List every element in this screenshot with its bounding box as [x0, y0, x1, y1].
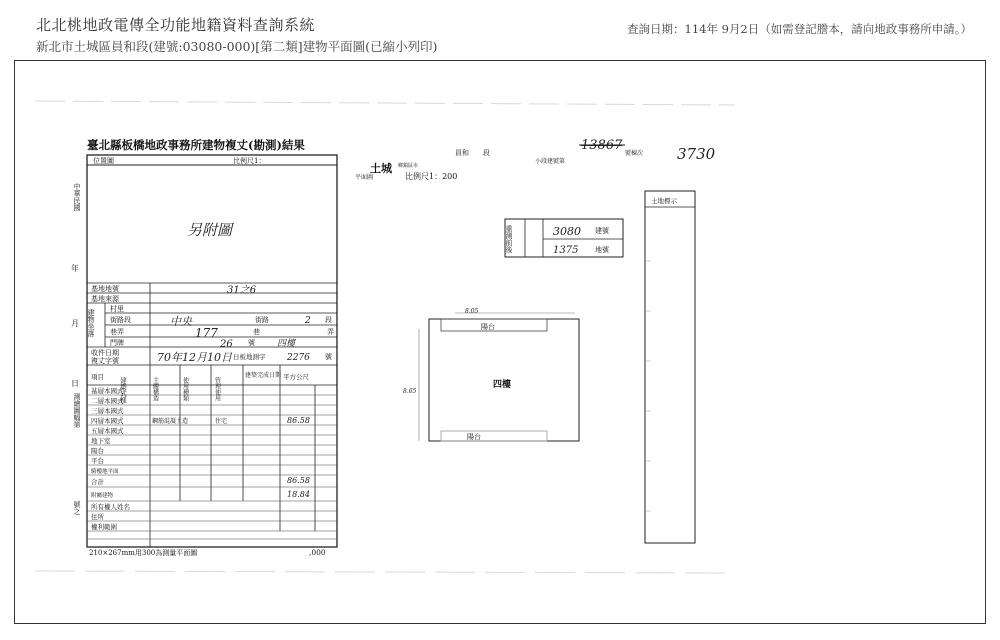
side-label-year-cn: 中華民國: [73, 183, 81, 211]
scanned-plan: [15, 61, 985, 623]
side-label-no: 號之: [73, 501, 81, 515]
row-recv-date: 收件日期: [91, 349, 119, 357]
row-source: 基地來源: [91, 295, 119, 303]
floor-basement: 地下室: [91, 437, 111, 445]
road-suffix: 街路: [255, 316, 269, 324]
floor-2: 二層本國式: [91, 397, 124, 405]
section-suffix: 段: [325, 316, 332, 324]
lot-number: 31之6: [227, 285, 257, 296]
plan-hand-number: 3730: [677, 145, 716, 163]
row-recv-no: 複丈字號: [91, 357, 119, 365]
owner-name: 所有權人姓名: [91, 503, 130, 511]
row-door: 門牌: [110, 339, 124, 347]
door-suffix: 號: [248, 339, 255, 347]
fourth-floor-use: 住宅: [215, 418, 228, 425]
floor-1: 基層本國式: [91, 387, 124, 395]
fourth-floor-structure: 鋼筋混凝土造: [152, 418, 189, 425]
attached-note: 另附圖: [187, 221, 233, 239]
th-structure: 主體構造: [151, 377, 159, 401]
floor-arcade: 騎樓地平面: [91, 469, 119, 475]
plan-dim-top: 8.05: [465, 308, 479, 315]
recv-suffix: 號: [325, 353, 332, 361]
row-lot: 基地地號: [91, 285, 119, 293]
floor-3: 三層本國式: [91, 407, 124, 415]
total-area: 86.58: [287, 476, 310, 485]
balcony-area: 18.84: [287, 490, 310, 499]
side-label-month: 月: [71, 319, 79, 328]
th-style: 建築式樣: [119, 377, 127, 403]
door-number: 26: [220, 339, 233, 350]
stamp-build: 3080: [553, 225, 581, 238]
paper-note: 210×267mm用300為測量平面圖: [89, 549, 198, 557]
lane-number: 177: [195, 326, 218, 340]
side-label-day: 日: [71, 379, 79, 388]
plan-section-suffix: 段: [483, 149, 490, 157]
recv-no: 2276: [287, 353, 310, 363]
floor-5: 五層本國式: [91, 427, 124, 435]
stamp-build-label: 建號: [595, 227, 609, 235]
floor-annex: 附屬建物: [91, 493, 114, 499]
plan-section: 員和: [455, 149, 469, 157]
floor-balcony: 陽台: [91, 447, 104, 455]
section-number: 2: [305, 316, 311, 326]
side-label-year: 年: [71, 264, 79, 273]
owner-address: 住所: [91, 513, 104, 521]
street-name: 中央: [170, 315, 192, 328]
floor-total: 合計: [91, 478, 104, 486]
owner-share: 權利範圍: [91, 523, 117, 531]
plan-suffix: 號棟次: [625, 150, 644, 157]
query-date: 查詢日期：114年 9月2日（如需登記謄本，請向地政事務所申請。）: [627, 22, 972, 36]
stamp-lot: 1375: [553, 245, 579, 256]
plan-dim-left: 8.65: [403, 388, 417, 395]
form-title: 臺北縣板橋地政事務所建物複丈(勘測)結果: [87, 138, 305, 152]
top-balcony-label: 陽台: [481, 323, 495, 331]
plan-scale: 比例尺1：200: [405, 172, 458, 181]
bottom-balcony-label: 陽台: [467, 433, 481, 441]
plan-district: 土城: [370, 162, 392, 175]
plan-struck-number: 13867: [581, 138, 623, 153]
plan-label: 平面圖: [355, 174, 374, 181]
location-label: 位置圖: [93, 157, 114, 165]
row-street: 街路段: [110, 316, 131, 324]
recv-date: 70年12月10日: [157, 351, 232, 364]
recv-ref: 日板地測字: [233, 353, 266, 361]
th-item: 項目: [91, 373, 104, 381]
floor-suffix: 四樓: [277, 339, 296, 349]
scale-label: 比例尺1：: [233, 157, 266, 165]
floor-plan-label: 四樓: [493, 380, 512, 390]
header-subtitle: 新北市土城區員和段(建號:03080-000)[第二類]建物平面圖(已縮小列印): [36, 39, 438, 54]
row-lane: 巷弄: [110, 328, 124, 336]
paper-no: ,000: [309, 548, 326, 557]
row-village: 村里: [110, 305, 124, 313]
th-completed: 建築完成日期: [245, 372, 282, 379]
row-group: 建物坐落: [87, 309, 95, 337]
plan-small-section: 小段建號第: [535, 158, 566, 165]
th-manage: 管理使用: [213, 377, 221, 401]
th-use: 使用種類: [181, 377, 189, 401]
plan-district-small: 鄉鎮區市: [398, 163, 419, 169]
th-area: 平方公尺: [283, 373, 309, 381]
stamp-lot-label: 地號: [595, 246, 609, 254]
side-label-sheet: 測繪圖幅第: [73, 393, 81, 428]
right-table-head: 土地標示: [651, 197, 677, 205]
lane-suffix: 巷: [253, 328, 260, 336]
stamp-top: 重測前後: [505, 225, 513, 253]
document-frame: [14, 60, 986, 624]
fourth-floor-area: 86.58: [287, 416, 310, 425]
floor-platform: 平台: [91, 457, 104, 465]
header-title: 北北桃地政電傳全功能地籍資料查詢系統: [36, 16, 316, 34]
alley-suffix: 弄: [327, 328, 334, 336]
floor-4: 四層本國式: [91, 417, 124, 425]
